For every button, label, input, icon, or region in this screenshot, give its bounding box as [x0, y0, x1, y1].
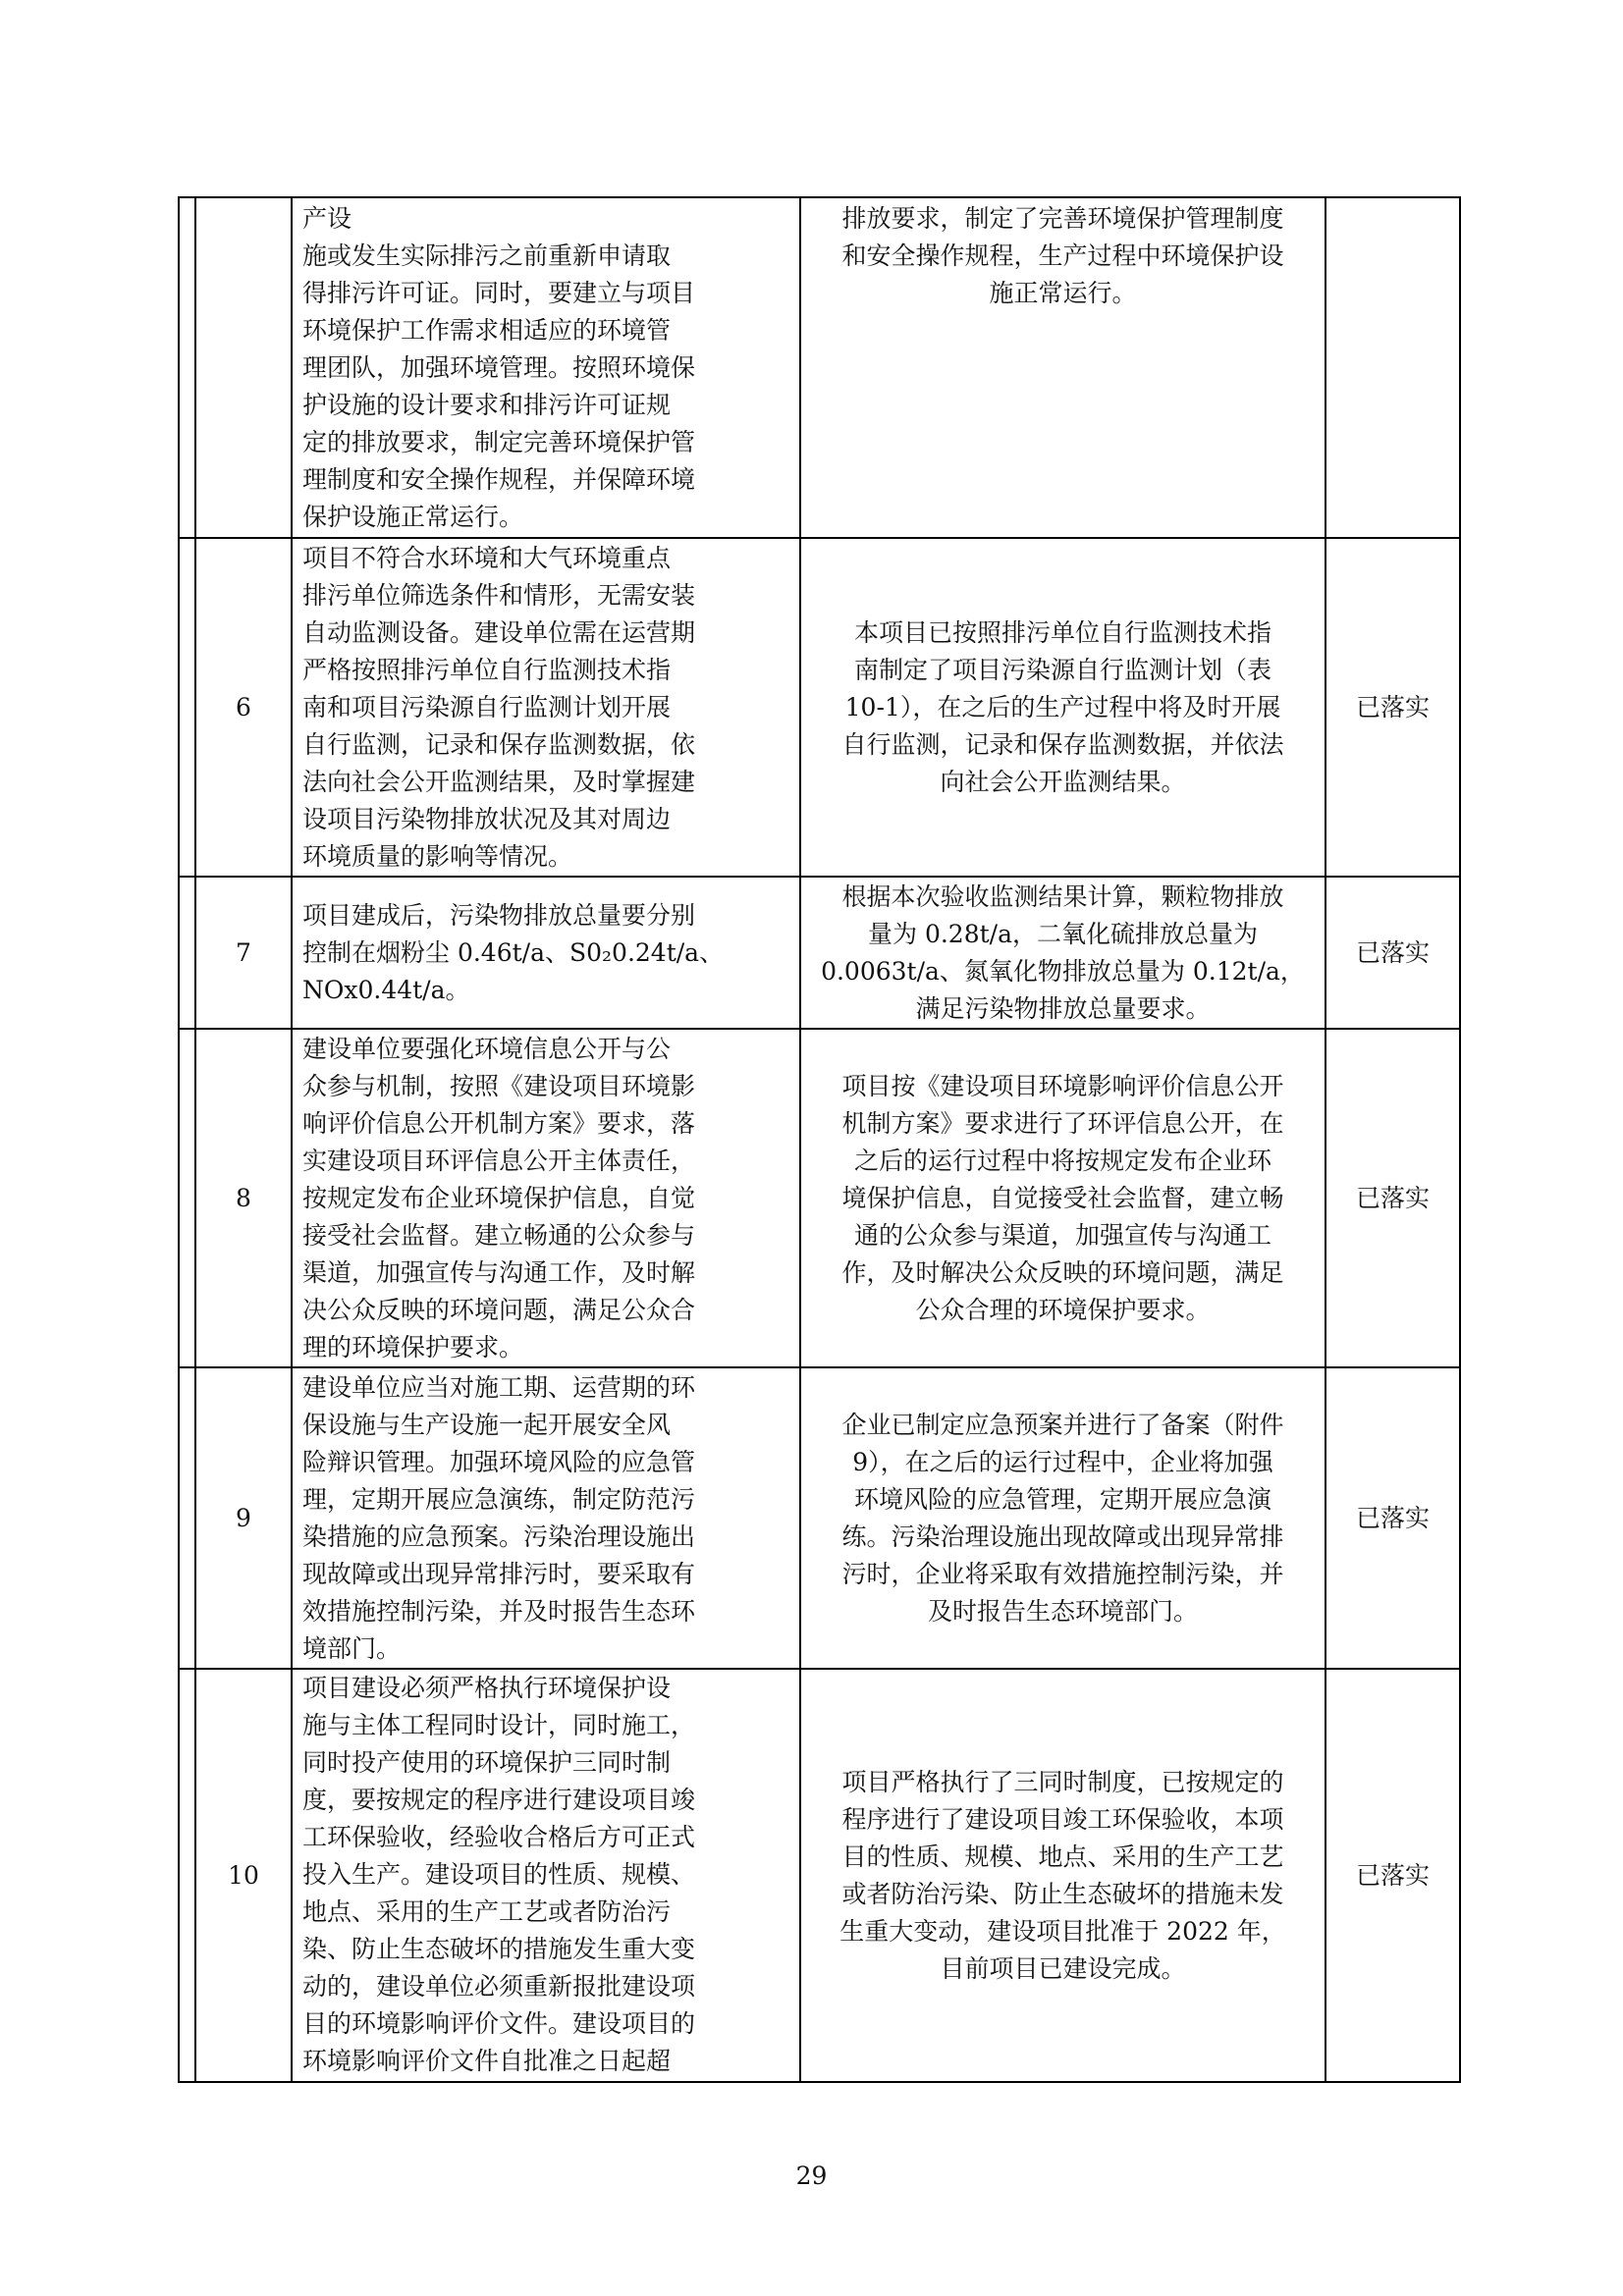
table-row [179, 197, 1460, 538]
blank-cell [179, 538, 195, 878]
implementation-cell [800, 538, 1325, 878]
table-row [179, 1669, 1460, 2082]
status-cell: 已落实 [1325, 1669, 1460, 2082]
table-row [179, 877, 1460, 1028]
implementation-text: 本项目已按照排污单位自行监测技术指 南制定了项目污染源自行监测计划（表 10-1），在之后的生产过程中将及时开展 自行监测，记录和保存监测数据，并依法 向社会公开监测结果。 [841, 617, 1284, 796]
compliance-table [178, 196, 1461, 2083]
implementation-text: 企业已制定应急预案并进行了备案（附件 9），在之后的运行过程中，企业将加强 环境风险的应急管理，定期开展应急演 练。污染治理设施出现故障或出现异常排 污时，企业将采取有效措施控制污染，并 及时报告生态环境部门。 [841, 1410, 1284, 1626]
implementation-cell [800, 1367, 1325, 1669]
requirement-cell [292, 538, 800, 878]
implementation-cell [800, 1029, 1325, 1368]
requirement-cell [292, 1669, 800, 2082]
requirement-text: 项目建成后，污染物排放总量要分别 控制在烟粉尘 0.46t/a、S0₂0.24t/a、 NOx0.44t/a。 [302, 900, 725, 1004]
blank-cell [179, 877, 195, 1028]
implementation-text: 项目按《建设项目环境影响评价信息公开 机制方案》要求进行了环评信息公开，在 之后的运行过程中将按规定发布企业环 境保护信息，自觉接受社会监督，建立畅 通的公众参与渠道，加强宣传与沟通工 作，及时解决公众反映的环境问题，满足 公众合理的环境保护要求。 [841, 1071, 1284, 1324]
status-cell [1325, 197, 1460, 538]
implementation-cell [800, 197, 1325, 538]
blank-cell [179, 1029, 195, 1368]
requirement-cell [292, 197, 800, 538]
blank-cell [179, 1669, 195, 2082]
status-cell: 已落实 [1325, 877, 1460, 1028]
blank-cell [179, 1367, 195, 1669]
row-number: 7 [195, 877, 292, 1028]
status-cell: 已落实 [1325, 1367, 1460, 1669]
requirement-cell [292, 1029, 800, 1368]
blank-cell [179, 197, 195, 538]
row-number: 10 [195, 1669, 292, 2082]
table-row [179, 538, 1460, 878]
requirement-cell [292, 877, 800, 1028]
implementation-text: 根据本次验收监测结果计算，颗粒物排放 量为 0.28t/a，二氧化硫排放总量为 0.0063t/a、氮氧化物排放总量为 0.12t/a， 满足污染物排放总量要求。 [821, 881, 1305, 1023]
table-row [179, 1367, 1460, 1669]
row-number: 8 [195, 1029, 292, 1368]
implementation-cell [800, 877, 1325, 1028]
implementation-text: 项目严格执行了三同时制度，已按规定的 程序进行了建设项目竣工环保验收，本项 目的性质、规模、地点、采用的生产工艺 或者防治污染、防止生态破坏的措施未发 生重大变动，建设项目批准于 2022 年， 目前项目已建设完成。 [839, 1767, 1286, 1983]
requirement-cell [292, 1367, 800, 1669]
requirement-text: 建设单位应当对施工期、运营期的环 保设施与生产设施一起开展安全风 险辩识管理。加强环境风险的应急管 理，定期开展应急演练，制定防范污 染措施的应急预案。污染治理设施出 现故障或出现异常排污时，要采取有 效措施控制污染，并及时报告生态环 境部门。 [302, 1372, 696, 1663]
requirement-text: 产设 施或发生实际排污之前重新申请取 得排污许可证。同时，要建立与项目 环境保护工作需求相适应的环境管 理团队，加强环境管理。按照环境保 护设施的设计要求和排污许可证规 定的排放要求，制定完善环境保护管 理制度和安全操作规程，并保障环境 保护设施正常运行。 [302, 204, 696, 531]
requirement-text: 项目建设必须严格执行环境保护设 施与主体工程同时设计，同时施工， 同时投产使用的环境保护三同时制 度，要按规定的程序进行建设项目竣 工环保验收，经验收合格后方可正式 投入生产。建设项目的性质、规模、 地点、采用的生产工艺或者防治污 染、防止生态破坏的措施发生重大变 动的，建设单位必须重新报批建设项 目的环境影响评价文件。建设项目的 环境影响评价文件自批准之日起超 [302, 1674, 696, 2076]
table-row [179, 1029, 1460, 1368]
implementation-cell [800, 1669, 1325, 2082]
requirement-text: 建设单位要强化环境信息公开与公 众参与机制，按照《建设项目环境影 响评价信息公开机制方案》要求，落 实建设项目环评信息公开主体责任， 按规定发布企业环境保护信息，自觉 接受社会监督。建立畅通的公众参与 渠道，加强宣传与沟通工作，及时解 决公众反映的环境问题，满足公众合 理的环境保护要求。 [302, 1034, 696, 1362]
status-cell: 已落实 [1325, 1029, 1460, 1368]
row-number: 6 [195, 538, 292, 878]
row-number: 9 [195, 1367, 292, 1669]
page-number: 29 [795, 2162, 828, 2190]
status-cell: 已落实 [1325, 538, 1460, 878]
implementation-text: 排放要求，制定了完善环境保护管理制度 和安全操作规程，生产过程中环境保护设 施正常运行。 [841, 204, 1284, 307]
row-number [195, 197, 292, 538]
requirement-text: 项目不符合水环境和大气环境重点 排污单位筛选条件和情形，无需安装 自动监测设备。建设单位需在运营期 严格按照排污单位自行监测技术指 南和项目污染源自行监测计划开展 自行监测，记录和保存监测数据，依 法向社会公开监测结果，及时掌握建 设项目污染物排放状况及其对周边 环境质量的影响等情况。 [302, 543, 696, 871]
